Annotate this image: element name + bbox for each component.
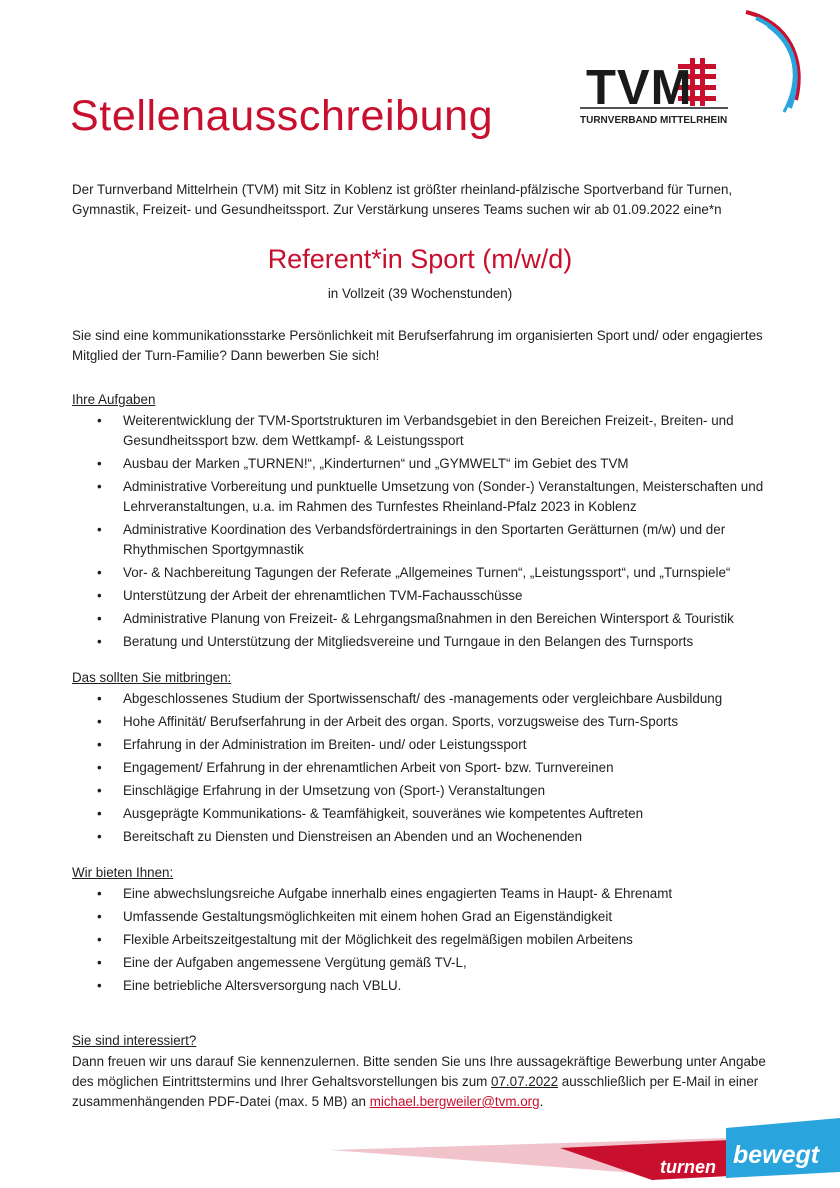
email-link[interactable]: michael.bergweiler@tvm.org <box>369 1094 540 1109</box>
lead-paragraph: Sie sind eine kommunikationsstarke Persönlichkeit mit Berufserfahrung im organisierten Sport und/ oder engagiertes Mitglied der Turn-Familie? Dann bewerben Sie sich! <box>72 328 763 363</box>
requirements-heading: Das sollten Sie mitbringen: <box>72 670 232 685</box>
footer-band <box>0 1110 840 1188</box>
offers-list <box>72 884 772 996</box>
tasks-section <box>72 390 772 655</box>
tasks-heading: Ihre Aufgaben <box>72 392 156 407</box>
tvm-logo <box>578 8 810 126</box>
job-title: Referent*in Sport (m/w/d) <box>267 244 573 274</box>
tasks-list <box>72 411 772 652</box>
list-item: • Flexible Arbeitszeitgestaltung mit der Möglichkeit des regelmäßigen mobilen Arbeitens <box>72 930 772 950</box>
list-item: • Ausbau der Marken „TURNEN!“, „Kinderturnen“ und „GYMWELT“ im Gebiet des TVM <box>72 454 772 474</box>
interest-section <box>72 1031 772 1112</box>
list-item: • Abgeschlossenes Studium der Sportwissenschaft/ des -managements oder vergleichbare Ausbildung <box>72 689 772 709</box>
list-item: • Engagement/ Erfahrung in der ehrenamtlichen Arbeit von Sport- bzw. Turnvereinen <box>72 758 772 778</box>
offers-section <box>72 863 772 999</box>
list-item: • Ausgeprägte Kommunikations- & Teamfähigkeit, souveränes wie kompetentes Auftreten <box>72 804 772 824</box>
intro-paragraph: Der Turnverband Mittelrhein (TVM) mit Sitz in Koblenz ist größter rheinland-pfälzische Sportverband für Turnen, Gymnastik, Freizeit- und Gesundheitssport. Zur Verstärkung unseres Teams suchen wir ab 01.09.2022 eine*n <box>72 182 733 217</box>
list-item: • Beratung und Unterstützung der Mitgliedsvereine und Turngaue in den Belangen des Turnsports <box>72 632 772 652</box>
offers-heading: Wir bieten Ihnen: <box>72 865 174 880</box>
interest-text-middle: ausschließlich per E-Mail in einer zusammenhängenden PDF-Datei (max. 5 MB) an <box>72 1074 759 1109</box>
logo-text: TVM <box>586 61 693 115</box>
requirements-list <box>72 689 772 847</box>
list-item: • Administrative Planung von Freizeit- & Lehrgangsmaßnahmen in den Bereichen Wintersport & Touristik <box>72 609 772 629</box>
page-title: Stellenausschreibung <box>70 92 494 140</box>
list-item: • Hohe Affinität/ Berufserfahrung in der Arbeit des organ. Sports, vorzugsweise des Turn-Sports <box>72 712 772 732</box>
interest-text-before: Dann freuen wir uns darauf Sie kennenzulernen. Bitte senden Sie uns Ihre aussagekräftige Bewerbung unter Angabe des möglichen Eintrittstermins und Ihrer Gehaltsvorstellungen bis zum <box>72 1054 766 1089</box>
list-item: • Eine betriebliche Altersversorgung nach VBLU. <box>72 976 772 996</box>
list-item: • Erfahrung in der Administration im Breiten- und/ oder Leistungssport <box>72 735 772 755</box>
list-item: • Weiterentwicklung der TVM-Sportstrukturen im Verbandsgebiet in den Bereichen Freizeit-, Breiten- und Gesundheitssport bzw. dem Wettkampf- & Leistungssport <box>72 411 772 451</box>
interest-heading: Sie sind interessiert? <box>72 1033 197 1048</box>
list-item: • Administrative Vorbereitung und punktuelle Umsetzung von (Sonder-) Veranstaltungen, Meisterschaften und Lehrveranstaltungen, u.a. im Rahmen des Turnfestes Rheinland-Pfalz 2023 in Koblenz <box>72 477 772 517</box>
list-item: • Administrative Koordination des Verbandsfördertrainings in den Sportarten Gerätturnen (m/w) und der Rhythmischen Sportgymnastik <box>72 520 772 560</box>
interest-text-after: . <box>539 1094 544 1109</box>
requirements-section <box>72 668 772 850</box>
list-item: • Einschlägige Erfahrung in der Umsetzung von (Sport-) Veranstaltungen <box>72 781 772 801</box>
list-item: • Vor- & Nachbereitung Tagungen der Referate „Allgemeines Turnen“, „Leistungssport“, und „Turnspiele“ <box>72 563 772 583</box>
logo-subtitle: TURNVERBAND MITTELRHEIN <box>580 115 728 126</box>
job-subtitle: in Vollzeit (39 Wochenstunden) <box>327 286 513 301</box>
list-item: • Unterstützung der Arbeit der ehrenamtlichen TVM-Fachausschüsse <box>72 586 772 606</box>
list-item: • Eine der Aufgaben angemessene Vergütung gemäß TV-L, <box>72 953 772 973</box>
list-item: • Eine abwechslungsreiche Aufgabe innerhalb eines engagierten Teams in Haupt- & Ehrenamt <box>72 884 772 904</box>
deadline-date: 07.07.2022 <box>491 1074 559 1089</box>
list-item: • Umfassende Gestaltungsmöglichkeiten mit einem hohen Grad an Eigenständigkeit <box>72 907 772 927</box>
footer-bewegt: bewegt <box>733 1141 820 1169</box>
interest-paragraph <box>72 1052 772 1112</box>
list-item: • Bereitschaft zu Diensten und Dienstreisen an Abenden und an Wochenenden <box>72 827 772 847</box>
footer-turnen: turnen <box>660 1157 716 1177</box>
